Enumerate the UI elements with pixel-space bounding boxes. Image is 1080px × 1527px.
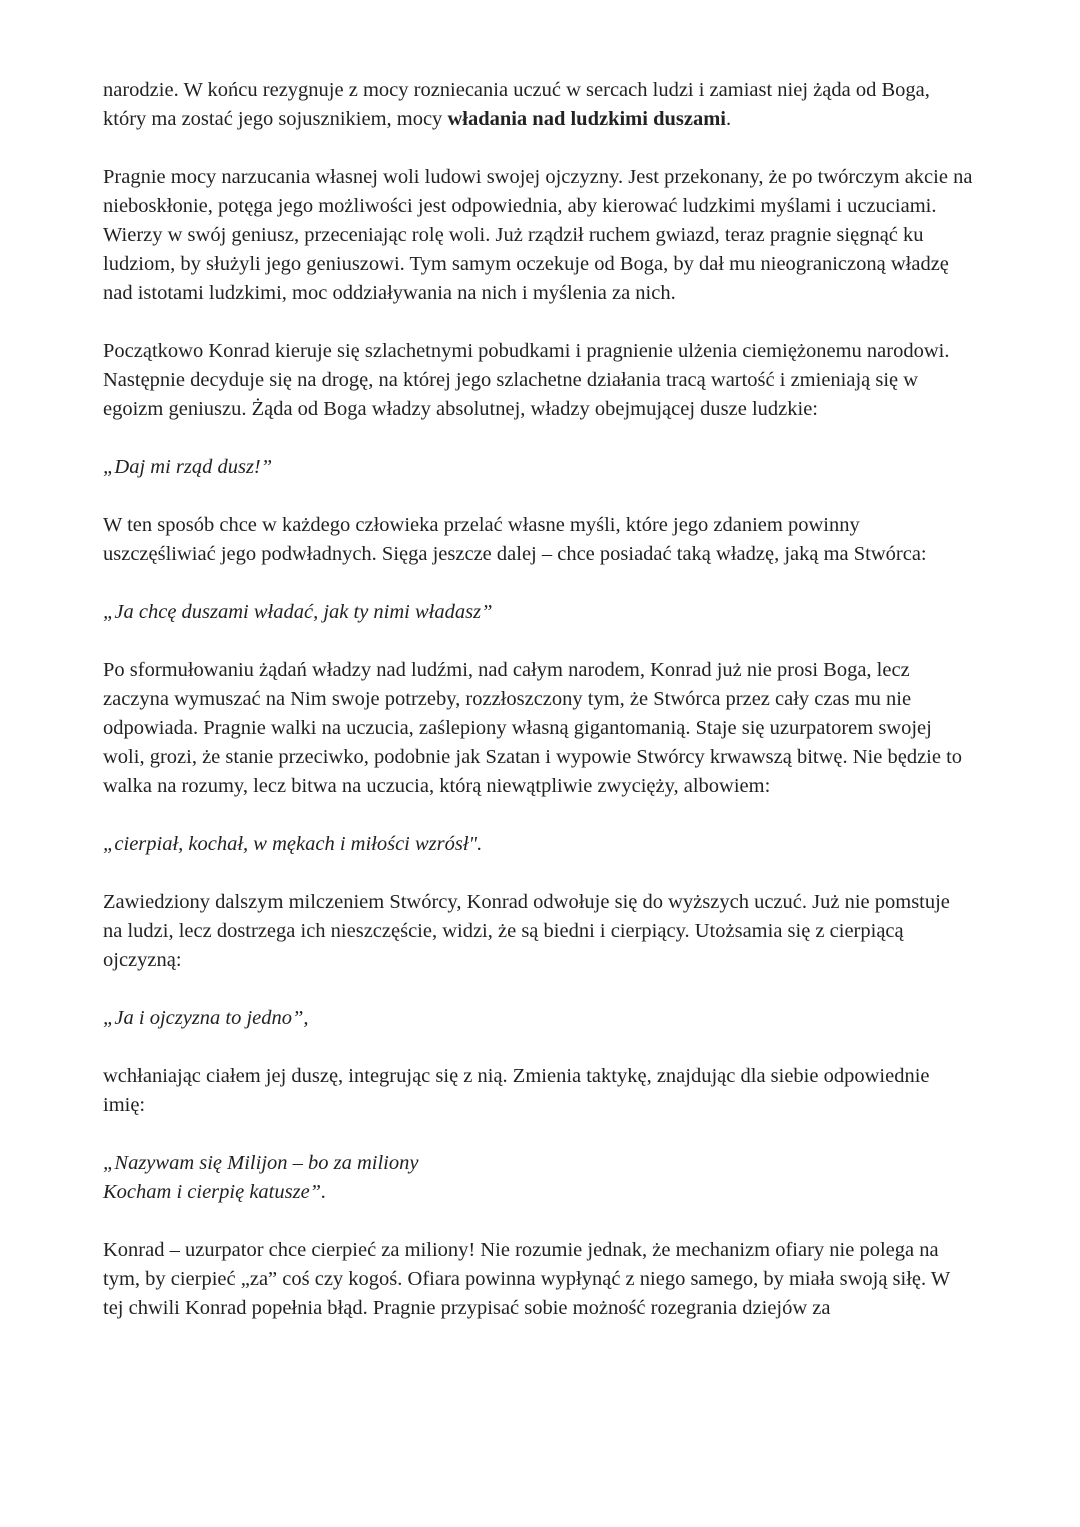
quote-2: „Ja chcę duszami władać, jak ty nimi władasz” [103, 601, 493, 623]
quote-5-line-2: Kocham i cierpię katusze”. [103, 1181, 327, 1203]
paragraph-4: W ten sposób chce w każdego człowieka przelać własne myśli, które jego zdaniem powinny uszczęśliwiać jego podwładnych. Sięga jeszcze dalej – chce posiadać taką władzę, jaką ma Stwórca: [103, 514, 927, 565]
paragraph-8: Konrad – uzurpator chce cierpieć za miliony! Nie rozumie jednak, że mechanizm ofiary nie polega na tym, by cierpieć „za” coś czy kogoś. Ofiara powinna wypłynąć z niego samego, by miała swoją siłę. W tej chwili Konrad popełnia błąd. Pragnie przypisać sobie możność rozegrania dziejów za [103, 1239, 950, 1319]
paragraph-1-end: . [725, 108, 732, 130]
paragraph-1-text: narodzie. W końcu rezygnuje z mocy rozniecania uczuć w sercach ludzi i zamiast niej żąda od Boga, który ma zostać jego sojusznikiem, mocy [103, 79, 930, 130]
quote-1: „Daj mi rząd dusz!” [103, 456, 273, 478]
quote-3: „cierpiał, kochał, w mękach i miłości wzrósł". [103, 833, 483, 855]
paragraph-7: wchłaniając ciałem jej duszę, integrując się z nią. Zmienia taktykę, znajdując dla siebie odpowiednie imię: [103, 1065, 930, 1116]
paragraph-1 [103, 76, 973, 134]
paragraph-2: Pragnie mocy narzucania własnej woli ludowi swojej ojczyzny. Jest przekonany, że po twórczym akcie na nieboskłonie, potęga jego możliwości jest odpowiednia, aby kierować ludzkimi myślami i uczuciami. Wierzy w swój geniusz, przeceniając rolę woli. Już rządził ruchem gwiazd, teraz pragnie sięgnąć ku ludziom, by służyli jego geniuszowi. Tym samym oczekuje od Boga, by dał mu nieograniczoną władzę nad istotami ludzkimi, moc oddziaływania na nich i myślenia za nich. [103, 166, 973, 304]
paragraph-6: Zawiedziony dalszym milczeniem Stwórcy, Konrad odwołuje się do wyższych uczuć. Już nie pomstuje na ludzi, lecz dostrzega ich nieszczęście, widzi, że są biedni i cierpiący. Utożsamia się z cierpiącą ojczyzną: [103, 891, 950, 971]
paragraph-1-bold: władania nad ludzkimi duszami [447, 108, 726, 130]
quote-5-line-1: „Nazywam się Milijon – bo za miliony [103, 1152, 419, 1174]
document-page [103, 76, 973, 1352]
quote-4: „Ja i ojczyzna to jedno”, [103, 1007, 309, 1029]
paragraph-3: Początkowo Konrad kieruje się szlachetnymi pobudkami i pragnienie ulżenia ciemiężonemu narodowi. Następnie decyduje się na drogę, na której jego szlachetne działania tracą wartość i zmieniają się w egoizm geniuszu. Żąda od Boga władzy absolutnej, władzy obejmującej dusze ludzkie: [103, 340, 950, 420]
quote-5 [103, 1149, 973, 1207]
paragraph-5: Po sformułowaniu żądań władzy nad ludźmi, nad całym narodem, Konrad już nie prosi Boga, lecz zaczyna wymuszać na Nim swoje potrzeby, rozzłoszczony tym, że Stwórca przez cały czas mu nie odpowiada. Pragnie walki na uczucia, zaślepiony własną gigantomanią. Staje się uzurpatorem swojej woli, grozi, że stanie przeciwko, podobnie jak Szatan i wypowie Stwórcy krwawszą bitwę. Nie będzie to walka na rozumy, lecz bitwa na uczucia, którą niewątpliwie zwycięży, albowiem: [103, 659, 963, 797]
